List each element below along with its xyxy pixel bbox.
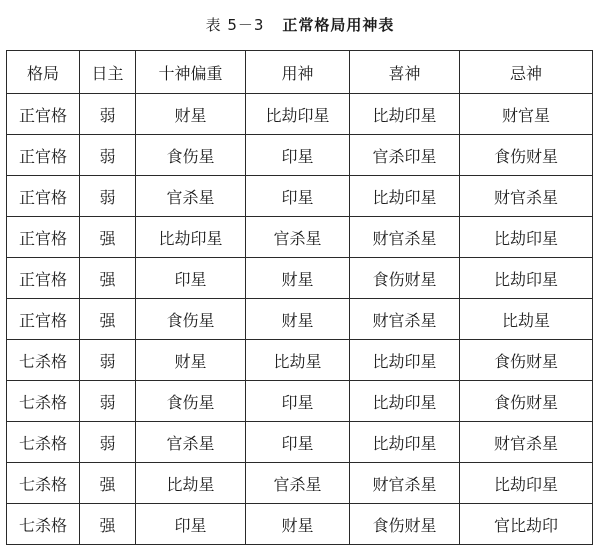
cell-ten-gods-bias: 比劫星 bbox=[136, 463, 246, 504]
cell-favorable-god: 食伤财星 bbox=[350, 258, 460, 299]
cell-ten-gods-bias: 官杀星 bbox=[136, 422, 246, 463]
cell-day-master: 弱 bbox=[80, 135, 136, 176]
cell-unfavorable-god: 食伤财星 bbox=[460, 135, 593, 176]
cell-useful-god: 印星 bbox=[246, 381, 350, 422]
cell-favorable-god: 比劫印星 bbox=[350, 422, 460, 463]
cell-day-master: 弱 bbox=[80, 176, 136, 217]
cell-ten-gods-bias: 财星 bbox=[136, 94, 246, 135]
table-title: 正常格局用神表 bbox=[282, 16, 395, 34]
cell-unfavorable-god: 财官杀星 bbox=[460, 422, 593, 463]
header-unfavorable-god: 忌神 bbox=[460, 51, 593, 94]
cell-favorable-god: 财官杀星 bbox=[350, 299, 460, 340]
table-row bbox=[7, 340, 593, 381]
table-caption bbox=[0, 14, 600, 35]
cell-day-master: 强 bbox=[80, 217, 136, 258]
cell-unfavorable-god: 食伤财星 bbox=[460, 340, 593, 381]
cell-day-master: 弱 bbox=[80, 94, 136, 135]
table-row bbox=[7, 463, 593, 504]
header-day-master: 日主 bbox=[80, 51, 136, 94]
cell-ten-gods-bias: 印星 bbox=[136, 504, 246, 545]
cell-unfavorable-god: 比劫印星 bbox=[460, 258, 593, 299]
cell-unfavorable-god: 比劫印星 bbox=[460, 217, 593, 258]
cell-favorable-god: 财官杀星 bbox=[350, 217, 460, 258]
table-row bbox=[7, 381, 593, 422]
cell-useful-god: 财星 bbox=[246, 299, 350, 340]
table-row bbox=[7, 299, 593, 340]
cell-favorable-god: 官杀印星 bbox=[350, 135, 460, 176]
cell-ten-gods-bias: 官杀星 bbox=[136, 176, 246, 217]
cell-ten-gods-bias: 食伤星 bbox=[136, 299, 246, 340]
cell-ten-gods-bias: 食伤星 bbox=[136, 381, 246, 422]
table-number: 表 5－3 bbox=[205, 16, 265, 34]
cell-ten-gods-bias: 财星 bbox=[136, 340, 246, 381]
header-pattern: 格局 bbox=[7, 51, 80, 94]
cell-pattern: 七杀格 bbox=[7, 340, 80, 381]
cell-unfavorable-god: 比劫星 bbox=[460, 299, 593, 340]
cell-favorable-god: 比劫印星 bbox=[350, 94, 460, 135]
table-row bbox=[7, 504, 593, 545]
cell-useful-god: 官杀星 bbox=[246, 463, 350, 504]
cell-day-master: 强 bbox=[80, 463, 136, 504]
cell-day-master: 强 bbox=[80, 299, 136, 340]
cell-useful-god: 印星 bbox=[246, 135, 350, 176]
header-row bbox=[7, 51, 593, 94]
table-row bbox=[7, 176, 593, 217]
cell-pattern: 正官格 bbox=[7, 94, 80, 135]
cell-ten-gods-bias: 食伤星 bbox=[136, 135, 246, 176]
cell-useful-god: 比劫星 bbox=[246, 340, 350, 381]
header-ten-gods-bias: 十神偏重 bbox=[136, 51, 246, 94]
cell-day-master: 强 bbox=[80, 258, 136, 299]
cell-unfavorable-god: 财官星 bbox=[460, 94, 593, 135]
cell-favorable-god: 比劫印星 bbox=[350, 176, 460, 217]
cell-useful-god: 官杀星 bbox=[246, 217, 350, 258]
cell-day-master: 弱 bbox=[80, 422, 136, 463]
header-useful-god: 用神 bbox=[246, 51, 350, 94]
cell-favorable-god: 比劫印星 bbox=[350, 340, 460, 381]
cell-favorable-god: 食伤财星 bbox=[350, 504, 460, 545]
cell-favorable-god: 财官杀星 bbox=[350, 463, 460, 504]
cell-useful-god: 印星 bbox=[246, 422, 350, 463]
cell-pattern: 正官格 bbox=[7, 217, 80, 258]
cell-useful-god: 印星 bbox=[246, 176, 350, 217]
cell-favorable-god: 比劫印星 bbox=[350, 381, 460, 422]
table-row bbox=[7, 135, 593, 176]
cell-day-master: 弱 bbox=[80, 381, 136, 422]
cell-useful-god: 财星 bbox=[246, 258, 350, 299]
cell-unfavorable-god: 财官杀星 bbox=[460, 176, 593, 217]
table-row bbox=[7, 422, 593, 463]
cell-ten-gods-bias: 比劫印星 bbox=[136, 217, 246, 258]
cell-unfavorable-god: 官比劫印 bbox=[460, 504, 593, 545]
cell-useful-god: 财星 bbox=[246, 504, 350, 545]
cell-pattern: 七杀格 bbox=[7, 381, 80, 422]
cell-useful-god: 比劫印星 bbox=[246, 94, 350, 135]
cell-unfavorable-god: 比劫印星 bbox=[460, 463, 593, 504]
cell-pattern: 正官格 bbox=[7, 299, 80, 340]
table-body bbox=[7, 94, 593, 545]
cell-day-master: 强 bbox=[80, 504, 136, 545]
table-row bbox=[7, 94, 593, 135]
header-favorable-god: 喜神 bbox=[350, 51, 460, 94]
cell-ten-gods-bias: 印星 bbox=[136, 258, 246, 299]
cell-pattern: 七杀格 bbox=[7, 463, 80, 504]
table-row bbox=[7, 217, 593, 258]
cell-day-master: 弱 bbox=[80, 340, 136, 381]
cell-pattern: 七杀格 bbox=[7, 422, 80, 463]
cell-pattern: 正官格 bbox=[7, 258, 80, 299]
cell-unfavorable-god: 食伤财星 bbox=[460, 381, 593, 422]
cell-pattern: 七杀格 bbox=[7, 504, 80, 545]
table-row bbox=[7, 258, 593, 299]
pattern-table bbox=[6, 50, 593, 545]
cell-pattern: 正官格 bbox=[7, 176, 80, 217]
cell-pattern: 正官格 bbox=[7, 135, 80, 176]
